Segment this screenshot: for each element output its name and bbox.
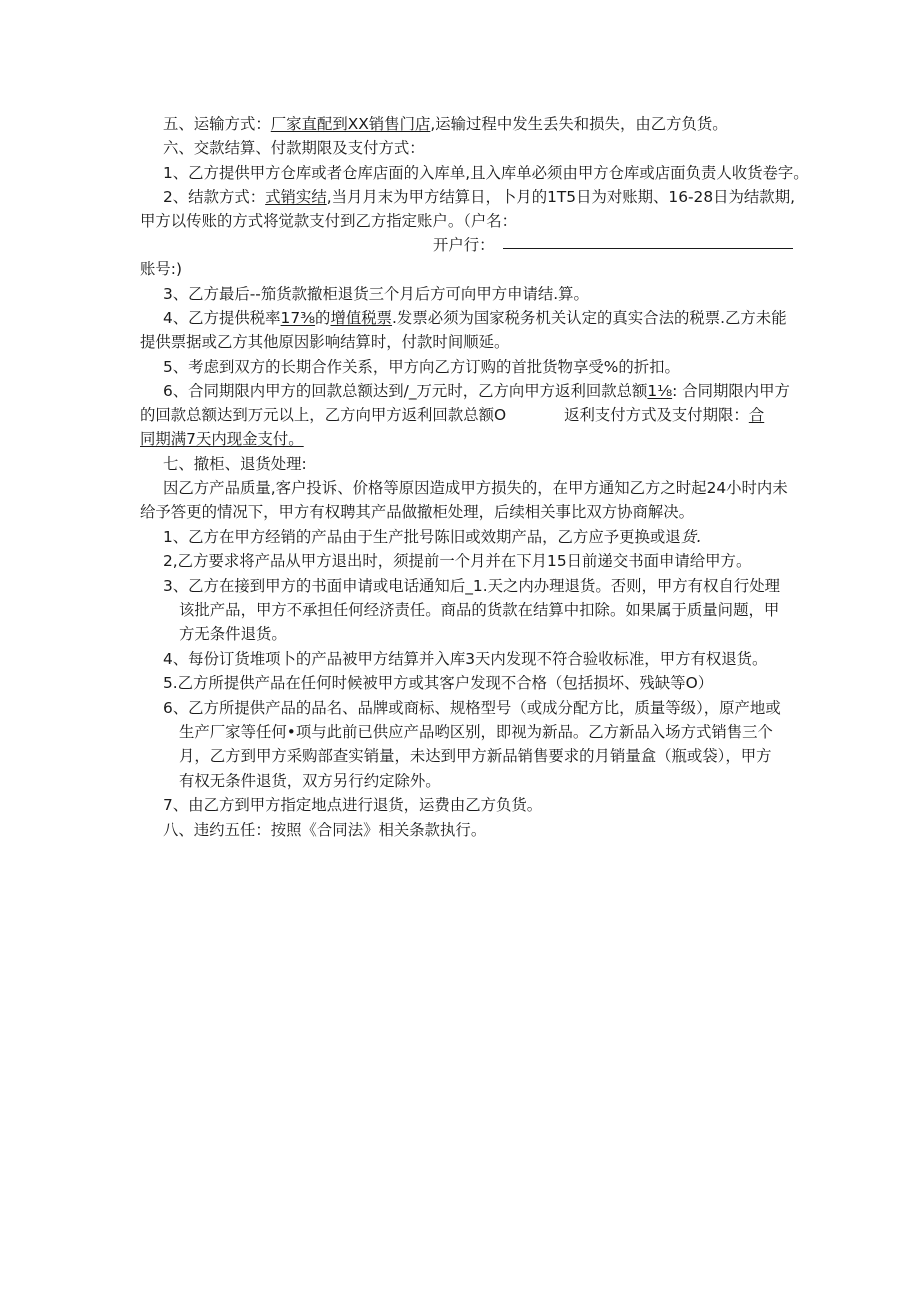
item-2-underlined: 式销实结 [265,188,327,206]
section-7-item-1 [163,527,701,547]
item-4-label: 4、乙方提供税率 [163,309,281,327]
section-7-title: 七、撤柜、退货处理: [163,455,307,473]
item-6-underlined-2: 合 [748,406,765,424]
section-8-breach: 八、违约五任：按照《合同法》相关条款执行。 [163,821,487,839]
section-5-label: 五、运输方式： [163,115,271,133]
section-7-item-6-line-4: 有权无条件退货，双方另行约定除外。 [179,772,441,790]
section-7-item-3-line-3: 方无条件退货。 [179,625,287,643]
item-6-rest: : 合同期限内甲方 [672,382,790,400]
section-6-item-6-line-1 [163,381,790,401]
section-6-item-6-line-2 [140,405,764,425]
item-4-rest: .发票必须为国家税务机关认定的真实合法的税票.乙方未能 [392,309,787,327]
section-6-item-3: 3、乙方最后--笳货款撤柜退货三个月后方可向甲方申请结.算。 [163,285,589,303]
section-6-item-6-line-3: 同期满7天内现金支付。 [140,430,304,448]
section-7-item-1-tail: 货. [680,528,701,546]
item-2-rest: ,当月月末为甲方结算日，卜月的1T5日为对账期、16-28日为结款期, [326,188,795,206]
section-7-item-7: 7、由乙方到甲方指定地点进行退货，运费由乙方负货。 [163,796,543,814]
section-7-item-5: 5.乙方所提供产品在任何时候被甲方或其客户发现不合格（包括损坏、残缺等O） [163,674,714,692]
section-6-item-2-line-2: 甲方以传账的方式将觉款支付到乙方指定账户。（户名： [140,212,518,230]
section-5-rest: ,运输过程中发生丢失和损失，由乙方负货。 [430,115,728,133]
item-2-label: 2、结款方式： [163,188,266,206]
section-7-item-1-text: 1、乙方在甲方经销的产品由于生产批号陈旧或效期产品，乙方应予更换或退 [163,528,681,546]
item-4-rate: 17⅜ [280,309,316,327]
item-6-label: 6、合同期限内甲方的回款总额达到/_万元时，乙方向甲方返利回款总额 [163,382,648,400]
section-6-item-4-line-1 [163,308,787,328]
item-4-mid: 的 [315,309,331,327]
section-5-underlined: 厂家直配到XX销售门店 [270,115,431,133]
item-6-part-1: 的回款总额达到万元以上，乙方向甲方返利回款总额O [140,406,507,424]
section-7-item-3-line-1: 3、乙方在接到甲方的书面申请或电话通知后_1.天之内办理退货。否则，甲方有权自行处理 [163,577,781,595]
section-7-intro-line-2: 给予答更的情况下，甲方有权聘其产品做撤柜处理，后续相关事比双方协商解决。 [140,503,695,521]
section-6-item-2-line-1 [163,187,795,207]
section-7-item-6-line-3: 月，乙方到甲方采购部查实销量，未达到甲方新品销售要求的月销量盒（瓶或袋），甲方 [179,747,772,765]
bank-label: 开户行： [433,236,495,254]
section-6-item-1: 1、乙方提供甲方仓库或者仓库店面的入库单,且入库单必须由甲方仓库或店面负责人收货卷字。 [163,164,809,182]
item-6-underlined: 1⅛ [647,382,673,400]
section-7-item-3-line-2: 该批产品，甲方不承担任何经济责任。商品的货款在结算中扣除。如果属于质量问题，甲 [179,601,780,619]
section-6-item-4-line-2: 提供票据或乙方其他原因影响结算时，付款时间顺延。 [140,333,510,351]
account-field: 账号:) [140,260,182,278]
section-6-item-5: 5、考虑到双方的长期合作关系，甲方向乙方订购的首批货物享受%的折扣。 [163,358,680,376]
bank-blank-line [503,247,793,249]
section-7-item-4: 4、每份订货堆项卜的产品被甲方结算并入库3天内发现不符合验收标准，甲方有权退货。 [163,650,768,668]
section-7-item-2: 2,乙方要求将产品从甲方退出时，须提前一个月并在下月15日前递交书面申请给甲方。 [163,552,752,570]
section-7-item-6-line-1: 6、乙方所提供产品的品名、品牌或商标、规格型号（或成分配方比，质量等级），原产地或 [163,699,781,717]
section-7-item-6-line-2: 生产厂家等任何•项与此前已供应产品哟区别，即视为新品。乙方新品入场方式销售三个 [179,723,773,741]
section-6-title: 六、交款结算、付款期限及支付方式： [163,139,425,157]
item-4-underlined: 增值税票 [330,309,393,327]
bank-field [433,235,793,255]
section-7-intro-line-1: 因乙方产品质量,客户投诉、价格等原因造成甲方损失的，在甲方通知乙方之时起24小时内未 [163,479,788,497]
section-5-transport [163,114,728,134]
item-6-part-2: 返利支付方式及支付期限： [564,406,749,424]
